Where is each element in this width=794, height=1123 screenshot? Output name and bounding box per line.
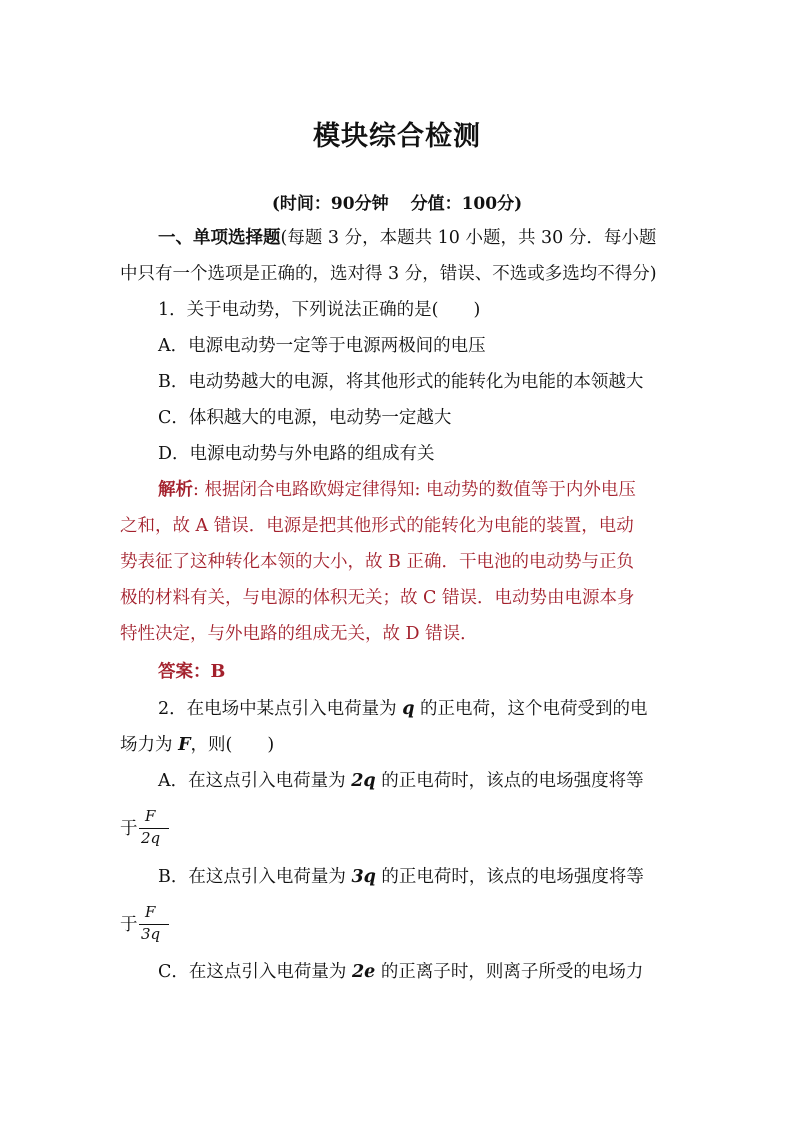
exam-meta [0,189,794,214]
q1-option-c: C．体积越大的电源，电动势一定越大 [158,408,452,428]
q2-option-a-cont: 于 [120,819,138,839]
fraction-denominator: 2q [141,829,161,847]
section-heading-line [158,226,656,250]
fraction-numerator: F [145,807,156,825]
q2-stem-line-1 [158,697,648,721]
analysis-label: 解析 [158,480,193,500]
q2-optb-var: 3q [351,867,376,887]
q2-optc-var: 2e [351,962,376,982]
page-title: 模块综合检测 [313,121,481,152]
q2-optb-text: B．在这点引入电荷量为 [158,867,352,887]
q2-option-a [158,769,644,793]
section-desc-1: (每题 3 分，本题共 10 小题，共 30 分．每小题 [280,228,657,248]
q1-option-a: A．电源电动势一定等于电源两极间的电压 [158,336,486,356]
exam-time: (时间：90分钟 [271,194,389,214]
q2-stem-text-4: ，则( ) [190,735,275,755]
q2-optc-text: C．在这点引入电荷量为 [158,962,352,982]
q2-opta-text-2: 的正电荷时，该点的电场强度将等 [375,771,644,791]
q2-opta-text: A．在这点引入电荷量为 [158,771,352,791]
q2-stem-text-2: 的正电荷，这个电荷受到的电 [414,699,648,719]
q1-analysis-line-2: 之和，故 A 错误．电源是把其他形式的能转化为电能的装置，电动 [120,516,634,536]
q2-option-c [158,960,643,984]
q2-optc-text-2: 的正离子时，则离子所受的电场力 [375,962,644,982]
section-heading: 一、单项选择题 [158,228,281,248]
q2-var-f: F [178,735,191,755]
q1-answer [158,660,225,684]
q1-stem: 1．关于电动势，下列说法正确的是( ) [158,300,481,320]
q2-stem-text: 2．在电场中某点引入电荷量为 [158,699,403,719]
analysis-text-1: : 根据闭合电路欧姆定律得知: 电动势的数值等于内外电压 [193,480,636,500]
fraction-f-over-2q [139,807,171,851]
fraction-f-over-3q [139,903,171,947]
q2-opta-var: 2q [351,771,376,791]
q1-analysis-line-3: 势表征了这种转化本领的大小，故 B 正确．干电池的电动势与正负 [120,552,634,572]
q1-analysis-line-1 [158,478,636,502]
q2-option-b-cont: 于 [120,915,138,935]
q2-stem-line-2 [120,733,274,757]
q2-option-b [158,865,644,889]
answer-label: 答案 [158,662,193,682]
fraction-denominator: 3q [141,925,161,943]
answer-value: ：B [193,662,226,682]
exam-score: 分值：100分) [410,194,523,214]
q1-option-d: D．电源电动势与外电路的组成有关 [158,444,435,464]
q2-optb-text-2: 的正电荷时，该点的电场强度将等 [375,867,644,887]
section-desc-2: 中只有一个选项是正确的，选对得 3 分，错误、不选或多选均不得分) [120,264,657,284]
fraction-numerator: F [145,903,156,921]
q2-stem-text-3: 场力为 [120,735,179,755]
q1-option-b: B．电动势越大的电源，将其他形式的能转化为电能的本领越大 [158,372,644,392]
q2-var-q: q [402,699,415,719]
q1-analysis-line-5: 特性决定，与外电路的组成无关，故 D 错误． [120,624,478,644]
q1-analysis-line-4: 极的材料有关，与电源的体积无关；故 C 错误．电动势由电源本身 [120,588,635,608]
